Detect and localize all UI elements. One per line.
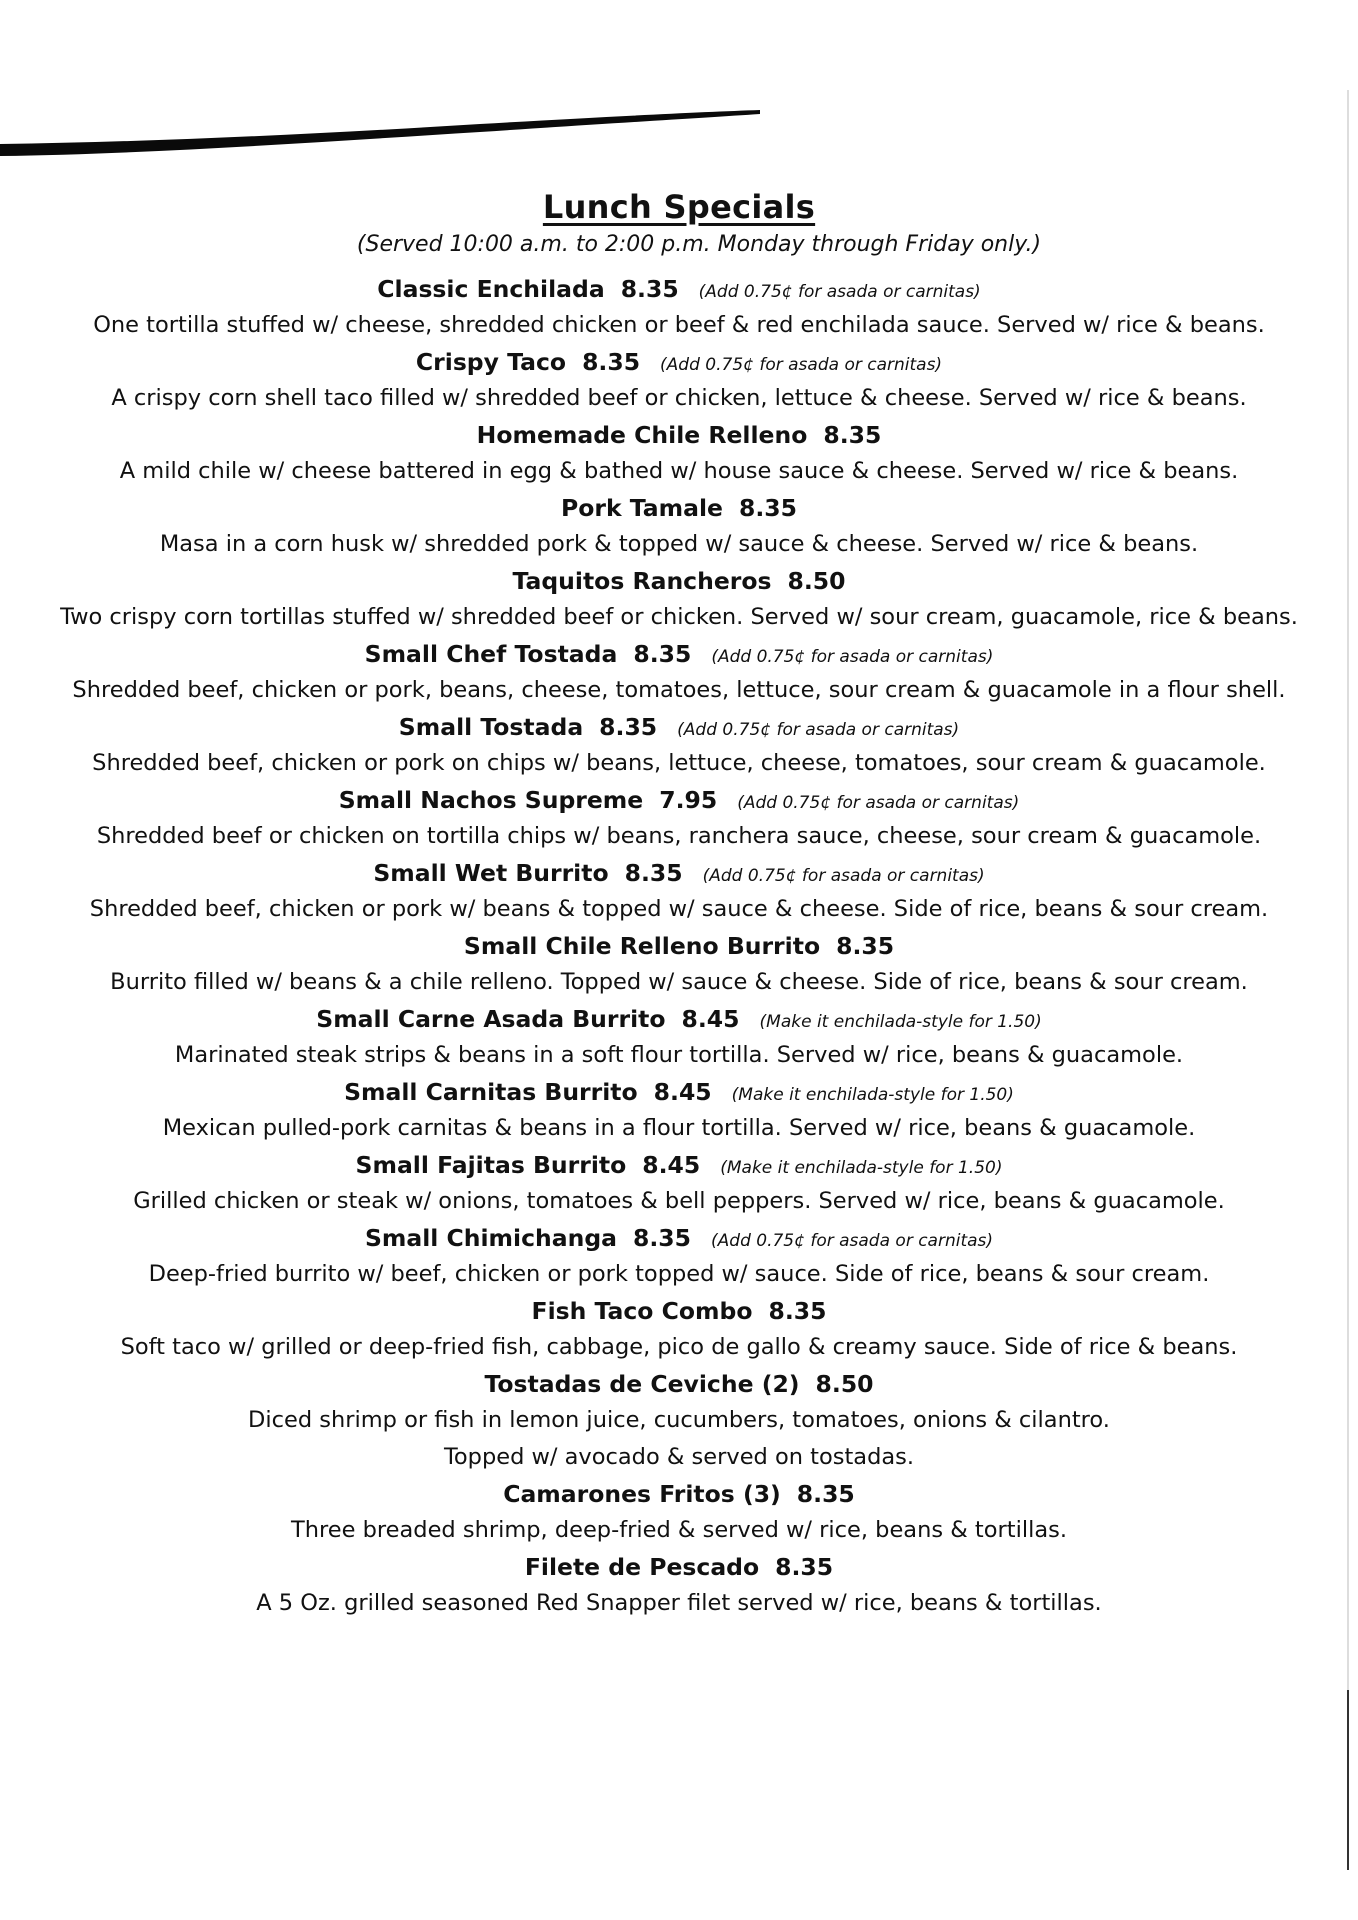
menu-item [20,928,1338,1001]
menu-item-note: (Make it enchilada-style for 1.50) [720,1158,1003,1178]
menu-subtitle: (Served 10:00 a.m. to 2:00 p.m. Monday through Friday only.) [356,232,1042,257]
menu-item-price: 8.35 [582,348,641,376]
menu-item-header [20,1549,1338,1585]
lunch-specials-menu [20,188,1338,1622]
menu-item-header [20,490,1338,526]
menu-item-price: 8.45 [681,1005,740,1033]
menu-item-price: 8.35 [738,494,797,522]
menu-item-description: Diced shrimp or fish in lemon juice, cucumbers, tomatoes, onions & cilantro. [248,1407,1110,1433]
menu-item-note: (Add 0.75¢ for asada or carnitas) [698,282,981,302]
menu-item-header [20,1293,1338,1329]
menu-item-note: (Add 0.75¢ for asada or carnitas) [660,355,943,375]
menu-item [20,563,1338,636]
menu-item-name: Small Carnitas Burrito [344,1078,638,1106]
menu-item-description: Shredded beef, chicken or pork, beans, cheese, tomatoes, lettuce, sour cream & guacamole in a flour shell. [72,677,1286,703]
menu-item-note: (Add 0.75¢ for asada or carnitas) [737,793,1020,813]
menu-item-name: Small Wet Burrito [373,859,609,887]
menu-item-description: Grilled chicken or steak w/ onions, tomatoes & bell peppers. Served w/ rice, beans & guacamole. [133,1188,1225,1214]
menu-item-note: (Add 0.75¢ for asada or carnitas) [702,866,985,886]
menu-item-description: Shredded beef, chicken or pork w/ beans & topped w/ sauce & cheese. Side of rice, beans & sour cream. [89,896,1269,922]
menu-item [20,636,1338,709]
menu-item-name: Small Carne Asada Burrito [316,1005,666,1033]
menu-item-description: A mild chile w/ cheese battered in egg & bathed w/ house sauce & cheese. Served w/ rice & beans. [119,458,1239,484]
menu-item [20,1220,1338,1293]
scan-edge-mark [0,104,760,160]
menu-item-header [20,709,1338,745]
menu-item-price: 8.35 [599,713,658,741]
menu-item-header [20,1001,1338,1037]
menu-item-name: Small Nachos Supreme [338,786,644,814]
menu-item [20,271,1338,344]
menu-item-header [20,271,1338,307]
menu-item-note: (Make it enchilada-style for 1.50) [759,1012,1042,1032]
menu-item-price: 8.35 [823,421,882,449]
menu-item-price: 8.45 [653,1078,712,1106]
menu-item-header [20,1366,1338,1402]
menu-item-description: Marinated steak strips & beans in a soft flour tortilla. Served w/ rice, beans & guacamole. [174,1042,1184,1068]
menu-item [20,1476,1338,1549]
menu-item-price: 8.35 [624,859,683,887]
menu-item-name: Small Chimichanga [364,1224,618,1252]
menu-item-header [20,1220,1338,1256]
menu-item-description: A crispy corn shell taco filled w/ shredded beef or chicken, lettuce & cheese. Served w/ rice & beans. [111,385,1247,411]
menu-item [20,855,1338,928]
menu-item-price: 8.45 [642,1151,701,1179]
menu-item [20,1001,1338,1074]
menu-item-name: Crispy Taco [415,348,567,376]
menu-item-name: Camarones Fritos (3) [503,1480,781,1508]
menu-item-header [20,563,1338,599]
menu-item-note: (Make it enchilada-style for 1.50) [731,1085,1014,1105]
menu-item-description-line2: Topped w/ avocado & served on tostadas. [443,1444,915,1470]
menu-item-price: 7.95 [659,786,718,814]
menu-item [20,417,1338,490]
menu-item [20,1366,1338,1476]
menu-item-name: Filete de Pescado [524,1553,760,1581]
menu-item-description: Soft taco w/ grilled or deep-fried fish, cabbage, pico de gallo & creamy sauce. Side of rice & beans. [120,1334,1238,1360]
menu-item-name: Small Chef Tostada [364,640,618,668]
menu-item-description: Mexican pulled-pork carnitas & beans in a flour tortilla. Served w/ rice, beans & guacamole. [162,1115,1196,1141]
menu-item-description: Shredded beef or chicken on tortilla chips w/ beans, ranchera sauce, cheese, sour cream & guacamole. [96,823,1262,849]
menu-item-header [20,1476,1338,1512]
menu-item-description: Shredded beef, chicken or pork on chips w/ beans, lettuce, cheese, tomatoes, sour cream & guacamole. [92,750,1266,776]
menu-item-name: Small Tostada [398,713,584,741]
menu-item-description: A 5 Oz. grilled seasoned Red Snapper filet served w/ rice, beans & tortillas. [256,1590,1102,1616]
menu-item-price: 8.35 [620,275,679,303]
menu-item [20,1074,1338,1147]
menu-item-name: Small Chile Relleno Burrito [463,932,821,960]
menu-item [20,709,1338,782]
menu-item-price: 8.35 [775,1553,834,1581]
menu-item [20,344,1338,417]
menu-items [20,271,1338,1622]
menu-item-price: 8.35 [836,932,895,960]
menu-item-header [20,1074,1338,1110]
menu-item-description: Deep-fried burrito w/ beef, chicken or pork topped w/ sauce. Side of rice, beans & sour cream. [148,1261,1210,1287]
menu-item-description: One tortilla stuffed w/ cheese, shredded chicken or beef & red enchilada sauce. Served w/ rice & beans. [93,312,1265,338]
menu-title: Lunch Specials [542,188,816,226]
menu-item-header [20,417,1338,453]
menu-item-description: Two crispy corn tortillas stuffed w/ shredded beef or chicken. Served w/ sour cream, guacamole, rice & beans. [60,604,1298,630]
menu-item-header [20,782,1338,818]
menu-item-note: (Add 0.75¢ for asada or carnitas) [711,1231,994,1251]
menu-item [20,1293,1338,1366]
menu-item [20,1549,1338,1622]
menu-item-header [20,636,1338,672]
menu-item-name: Small Fajitas Burrito [355,1151,627,1179]
menu-item-name: Taquitos Rancheros [512,567,772,595]
menu-item-price: 8.50 [815,1370,874,1398]
menu-item-description: Masa in a corn husk w/ shredded pork & topped w/ sauce & cheese. Served w/ rice & beans. [159,531,1199,557]
menu-item-name: Pork Tamale [561,494,723,522]
menu-item-header [20,344,1338,380]
menu-item-price: 8.50 [787,567,846,595]
menu-item [20,1147,1338,1220]
menu-item-price: 8.35 [633,1224,692,1252]
menu-item [20,490,1338,563]
menu-item-header [20,1147,1338,1183]
menu-item-header [20,928,1338,964]
menu-item-name: Homemade Chile Relleno [476,421,808,449]
menu-item-name: Classic Enchilada [377,275,605,303]
menu-item-note: (Add 0.75¢ for asada or carnitas) [677,720,960,740]
menu-item-name: Fish Taco Combo [531,1297,753,1325]
menu-item-description: Burrito filled w/ beans & a chile relleno. Topped w/ sauce & cheese. Side of rice, beans & sour cream. [110,969,1248,995]
scan-right-edge [1346,90,1350,1870]
menu-item-description: Three breaded shrimp, deep-fried & served w/ rice, beans & tortillas. [291,1517,1067,1543]
menu-item [20,782,1338,855]
menu-item-price: 8.35 [768,1297,827,1325]
menu-item-name: Tostadas de Ceviche (2) [484,1370,800,1398]
menu-item-price: 8.35 [633,640,692,668]
menu-item-price: 8.35 [796,1480,855,1508]
menu-item-note: (Add 0.75¢ for asada or carnitas) [711,647,994,667]
menu-item-header [20,855,1338,891]
